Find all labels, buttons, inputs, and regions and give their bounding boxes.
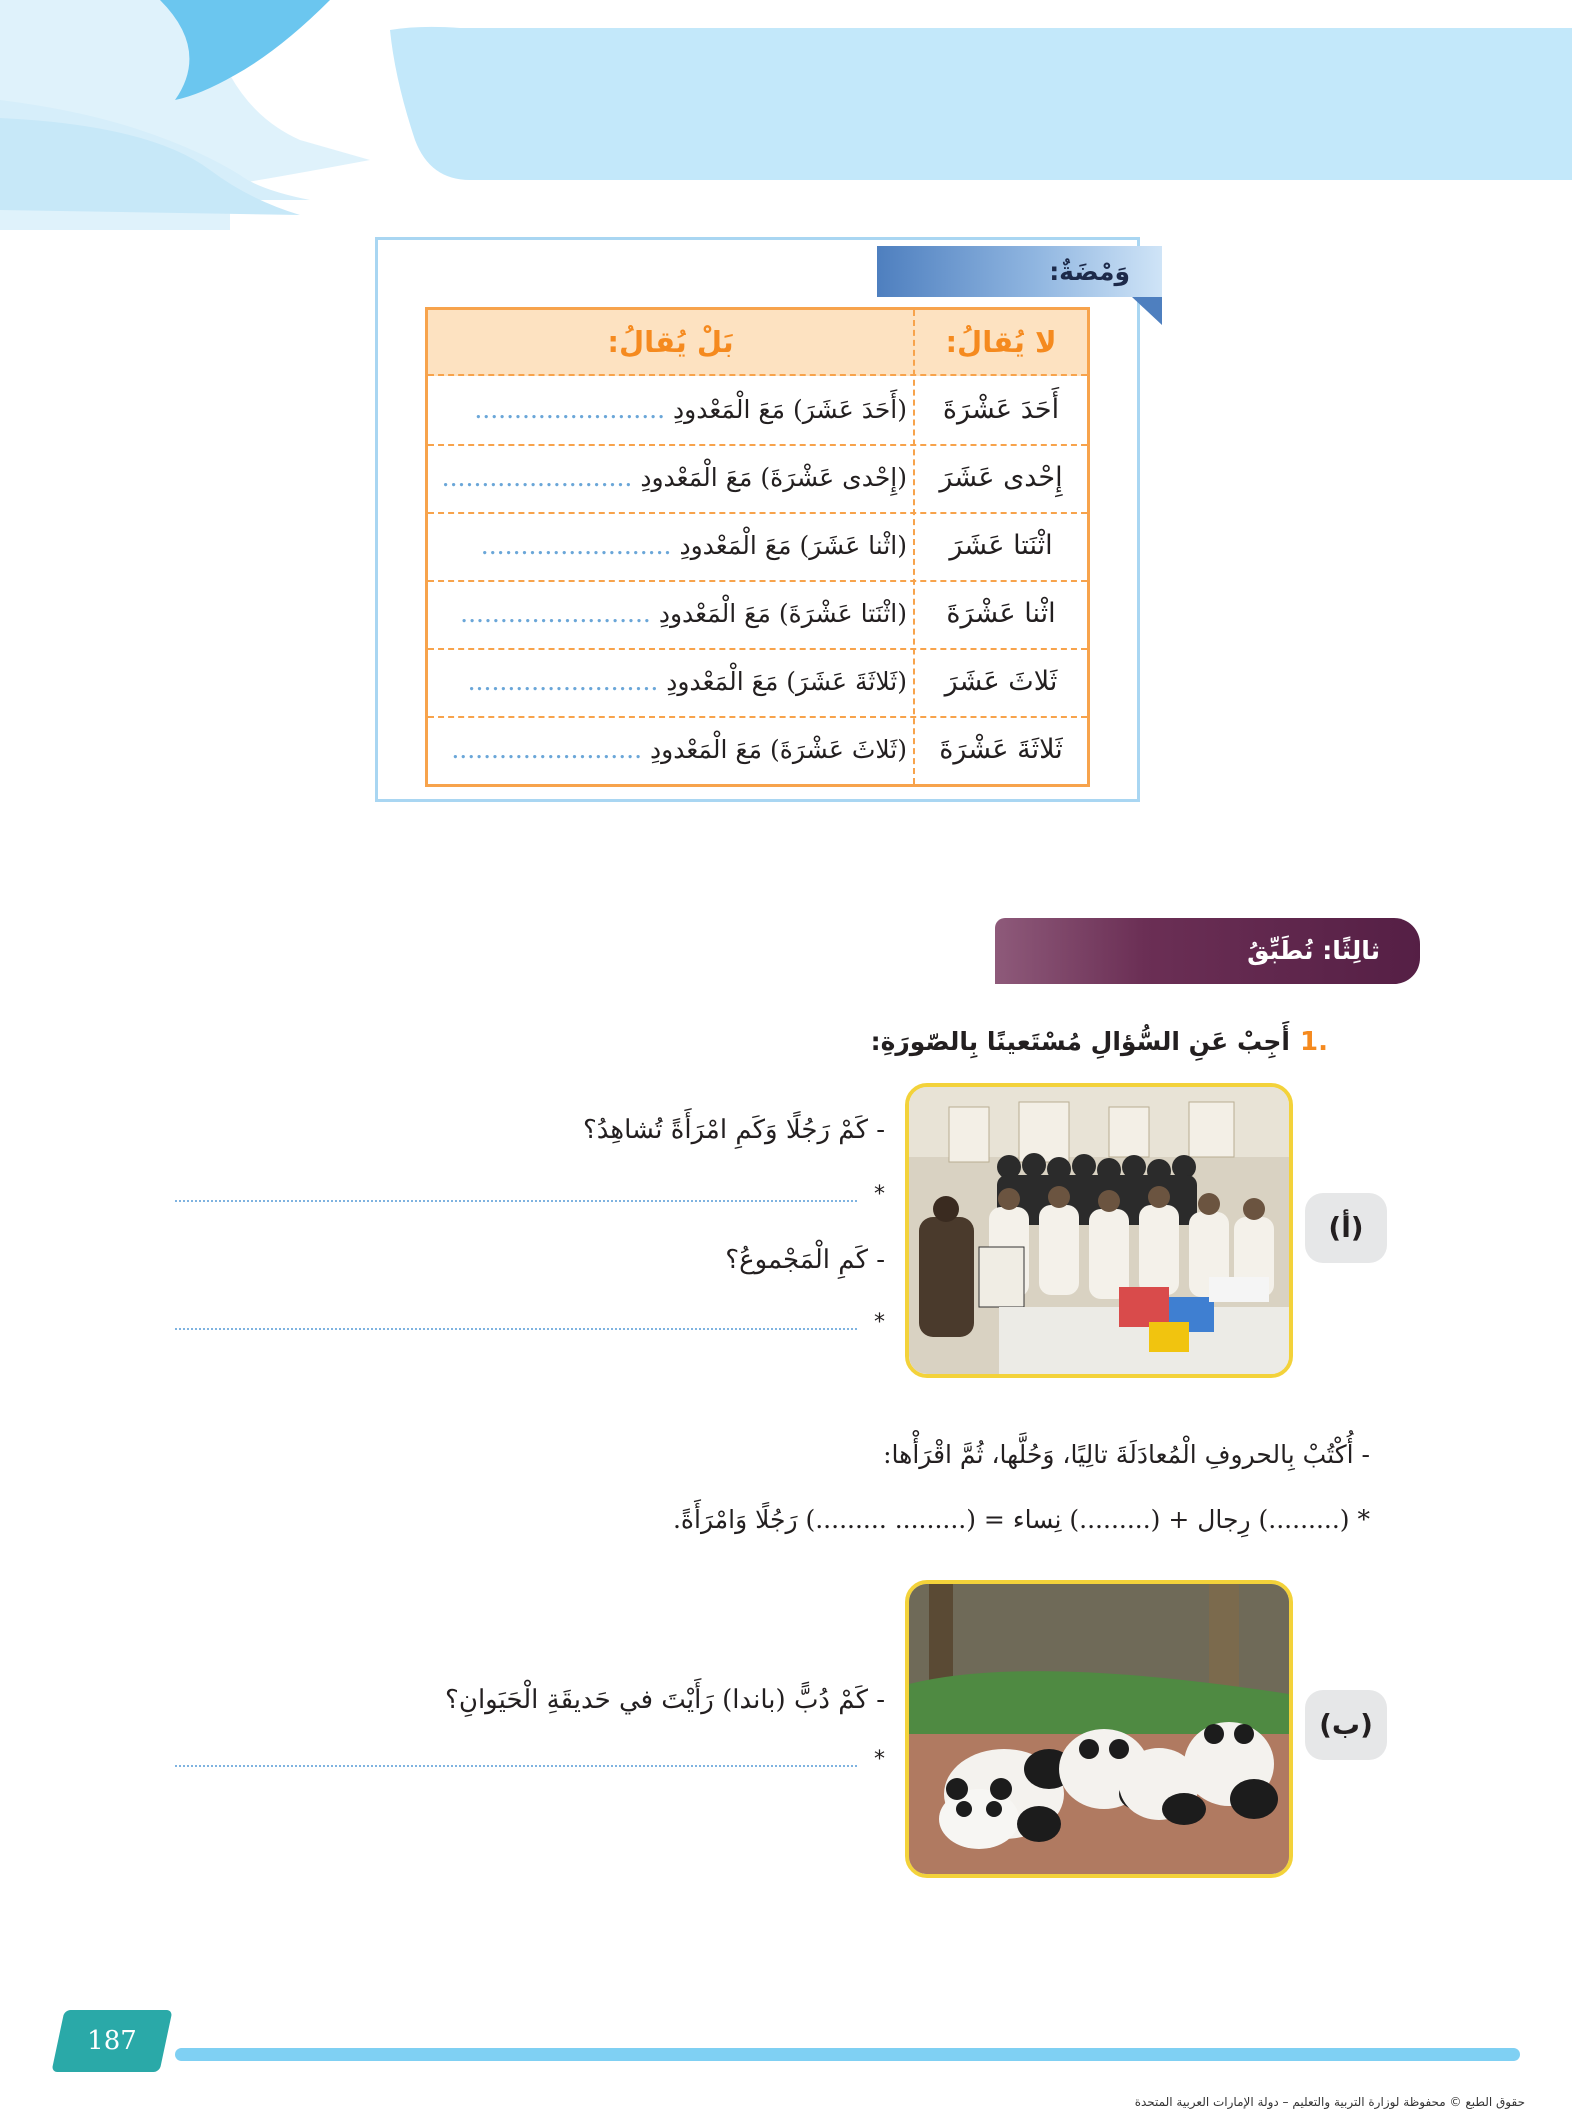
practice-banner-label: ثالِثًا: نُطَبِّقُ [1247, 936, 1380, 965]
footer-bar [175, 2048, 1520, 2061]
answer-star: * [874, 1310, 885, 1335]
wrong-form: ثَلاثَةَ عَشْرَةَ [939, 734, 1063, 765]
table-row [428, 580, 1087, 650]
pandas-photo-image [909, 1584, 1289, 1874]
table-row [428, 648, 1087, 718]
fill-in-dots: ........................ [474, 395, 666, 424]
pandas-photo [905, 1580, 1293, 1878]
correct-form-cell [442, 648, 907, 716]
correct-form: (اثْنا عَشَرَ) مَعَ الْمَعْدودِ [679, 531, 907, 560]
answer-star: * [874, 1747, 885, 1772]
question-men-women: - كَمْ رَجُلًا وَكَمِ امْرَأَةً تُشاهِدُ؟ [582, 1115, 885, 1145]
equation-line[interactable]: * (.........) رِجال + (.........) نِساء = (......... .........) رَجُلًا وَامْرَأَةً. [672, 1505, 1370, 1534]
correct-form-cell [442, 716, 907, 784]
usage-table [425, 307, 1090, 787]
fill-in-dots: ........................ [441, 463, 633, 492]
header-right: بَلْ يُقالُ: [607, 325, 734, 359]
wrong-form: ثَلاثَ عَشَرَ [944, 666, 1058, 697]
answer-dotted-line [175, 1328, 857, 1330]
fill-in-dots: ........................ [451, 735, 643, 764]
table-row [428, 716, 1087, 784]
answer-line[interactable] [175, 1182, 885, 1216]
wrong-form: اثْنَتا عَشَرَ [949, 530, 1053, 561]
note-title: وَمْضَةٌ: [1049, 257, 1130, 286]
equation-instruction: - أُكْتُبْ بِالحروفِ الْمُعادَلَةَ تالِيًا، وَحُلَّها، ثُمَّ اقْرَأْها: [883, 1440, 1370, 1469]
wrong-form: اثْنا عَشْرَةَ [946, 598, 1056, 629]
part-b-tag: (ب) [1305, 1690, 1387, 1760]
correct-form: (إِحْدى عَشْرَةَ) مَعَ الْمَعْدودِ [640, 463, 907, 492]
answer-line[interactable] [175, 1310, 885, 1344]
correct-form: (ثَلاثَ عَشْرَةَ) مَعَ الْمَعْدودِ [650, 735, 907, 764]
fill-in-dots: ........................ [480, 531, 672, 560]
fill-in-dots: ........................ [460, 599, 651, 628]
table-row [428, 444, 1087, 514]
correct-form-cell [442, 580, 907, 648]
table-row [428, 376, 1087, 446]
fill-in-dots: ........................ [467, 667, 659, 696]
question-number: 1. [1300, 1027, 1328, 1057]
correct-form: (أَحَدَ عَشَرَ) مَعَ الْمَعْدودِ [673, 395, 907, 424]
group-photo-image [909, 1087, 1289, 1374]
correct-form: (ثَلاثَةَ عَشَرَ) مَعَ الْمَعْدودِ [666, 667, 907, 696]
answer-line[interactable] [175, 1747, 885, 1781]
answer-star: * [874, 1182, 885, 1207]
correct-form: (اثْنَتا عَشْرَةَ) مَعَ الْمَعْدودِ [658, 599, 907, 628]
part-a-tag: (أ) [1305, 1193, 1387, 1263]
question-pandas: - كَمْ دُبًّ (باندا) رَأَيْتَ في حَديقَةِ الْحَيَوانِ؟ [445, 1685, 885, 1715]
correct-form-cell [442, 376, 907, 444]
copyright-text: حقوق الطبع © محفوظة لوزارة التربية والتعليم – دولة الإمارات العربية المتحدة [1134, 2095, 1525, 2109]
table-header-row [428, 310, 1087, 376]
question-text: أَجِبْ عَنِ السُّؤالِ مُسْتَعينًا بِالصّورَةِ: [870, 1027, 1290, 1056]
note-title-tab-tail [1132, 297, 1162, 325]
page-number: 187 [87, 2026, 137, 2056]
table-row [428, 512, 1087, 582]
header-wrong: لا يُقالُ: [945, 325, 1057, 359]
correct-form-cell [442, 444, 907, 512]
wrong-form: إِحْدى عَشَرَ [939, 462, 1063, 493]
header-decoration [0, 0, 1572, 230]
correct-form-cell [442, 512, 907, 580]
question-total: - كَمِ الْمَجْموعُ؟ [725, 1245, 885, 1275]
group-photo [905, 1083, 1293, 1378]
wrong-form: أَحَدَ عَشْرَةَ [942, 394, 1060, 425]
answer-dotted-line [175, 1765, 857, 1767]
answer-dotted-line [175, 1200, 857, 1202]
